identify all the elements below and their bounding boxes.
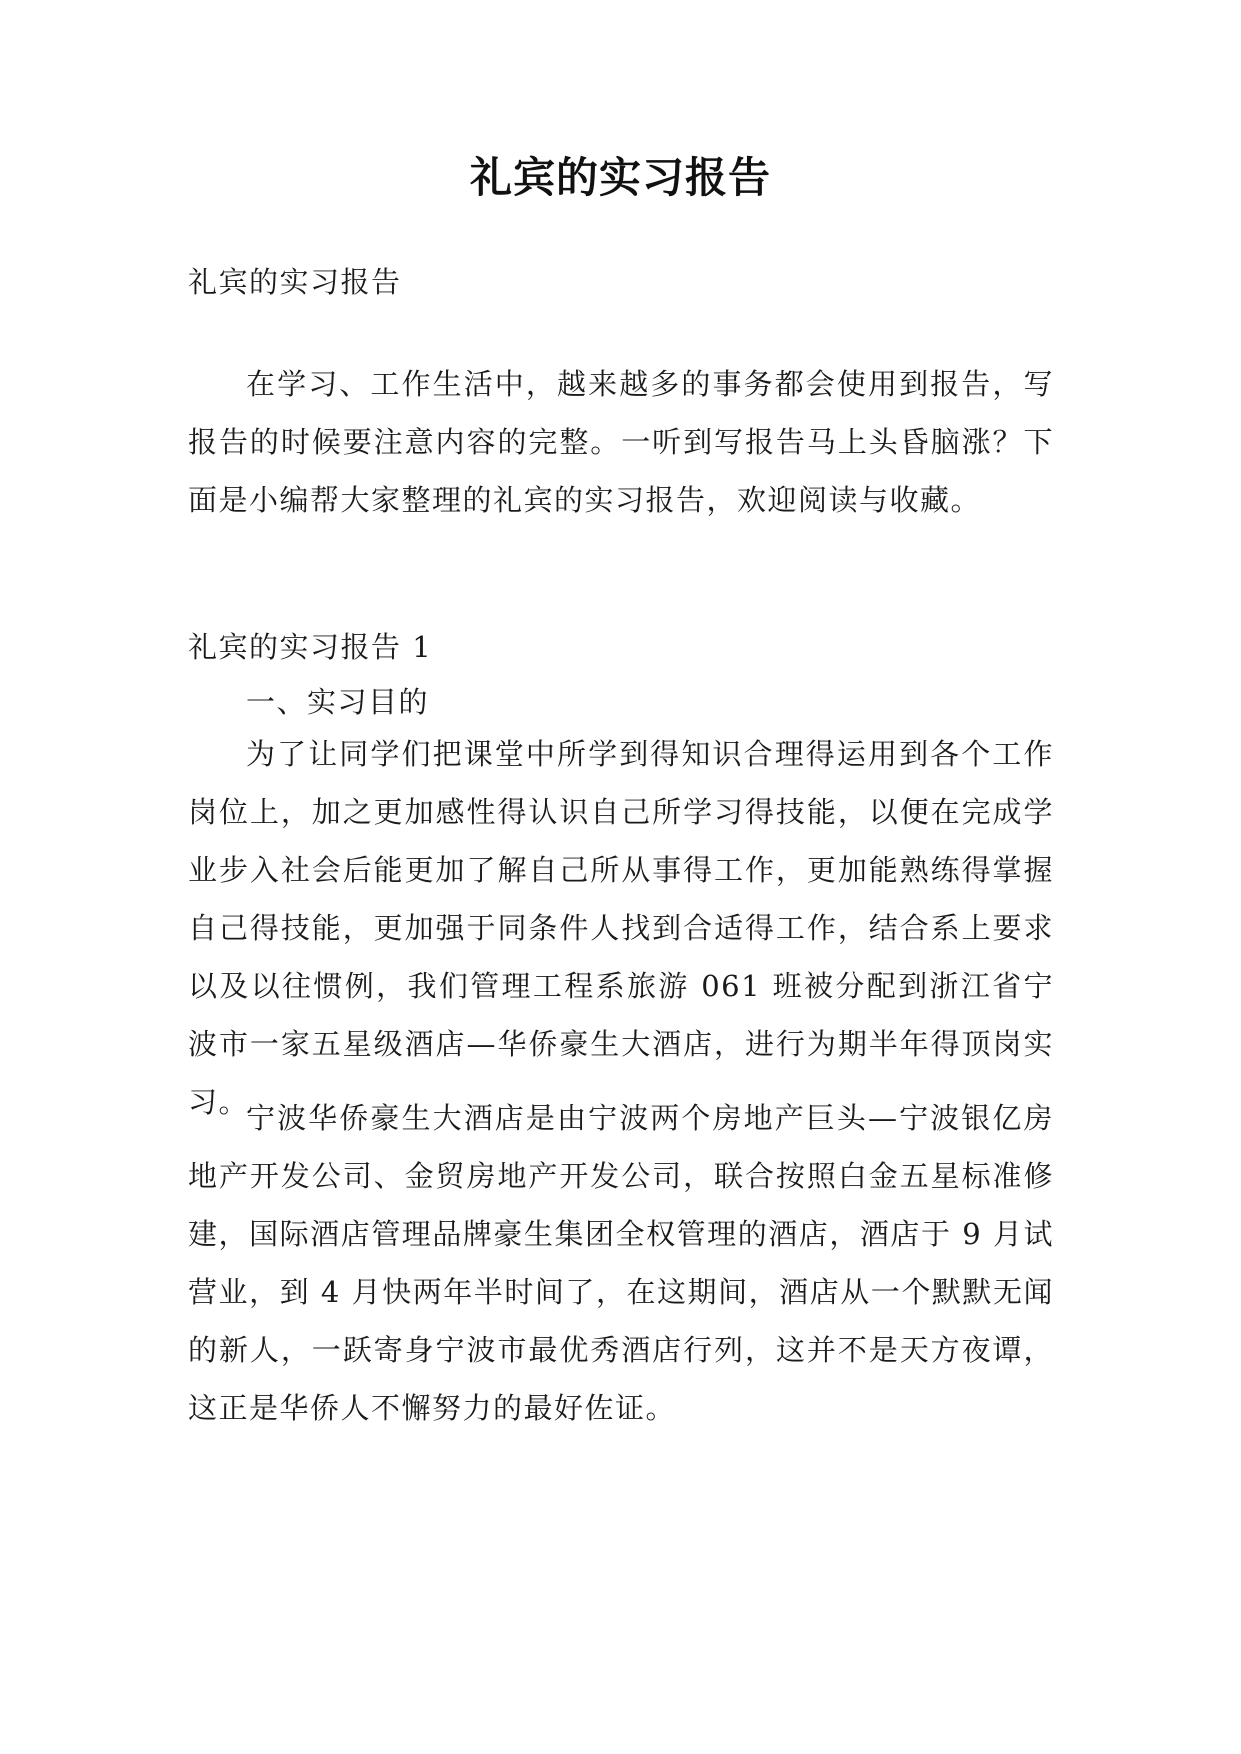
intro-paragraph: 在学习、工作生活中，越来越多的事务都会使用到报告，写报告的时候要注意内容的完整。一听到写报告马上头昏脑涨？下面是小编帮大家整理的礼宾的实习报告，欢迎阅读与收藏。 [188, 367, 1054, 517]
body-paragraph-1: 为了让同学们把课堂中所学到得知识合理得运用到各个工作岗位上，加之更加感性得认识自己所学习得技能，以便在完成学业步入社会后能更加了解自己所从事得工作，更加能熟练得掌握自己得技能，更加强于同条件人找到合适得工作，结合系上要求以及以往惯例，我们管理工程系旅游 061 班被分配到浙江省宁波市一家五星级酒店—华侨豪生大酒店，进行为期半年得顶岗实习。 [188, 737, 1054, 1119]
section-heading: 一、实习目的 [246, 685, 430, 719]
body-paragraph-2: 宁波华侨豪生大酒店是由宁波两个房地产巨头—宁波银亿房地产开发公司、金贸房地产开发公司，联合按照白金五星标准修建，国际酒店管理品牌豪生集团全权管理的酒店，酒店于 9 月试营业，到 4 月快两年半时间了，在这期间，酒店从一个默默无闻的新人，一跃寄身宁波市最优秀酒店行列，这并不是天方夜谭，这正是华侨人不懈努力的最好佐证。 [188, 1101, 1054, 1425]
section-title: 礼宾的实习报告 1 [188, 630, 433, 664]
document-subtitle: 礼宾的实习报告 [188, 265, 402, 299]
document-title: 礼宾的实习报告 [469, 153, 771, 202]
